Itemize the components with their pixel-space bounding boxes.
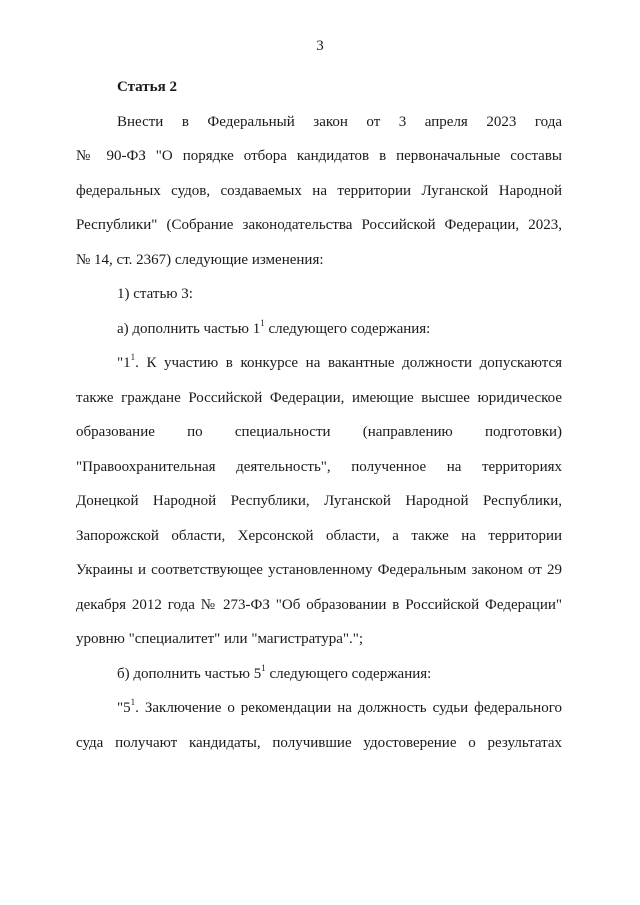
paragraph-line: суда получают кандидаты, получившие удостоверение о результатах	[76, 734, 562, 751]
superscript: 1	[261, 662, 266, 673]
subitem-text: б) дополнить частью 5	[117, 665, 262, 682]
subitem-line	[76, 657, 562, 692]
paragraph-line: Внести в Федеральный закон от 3 апреля 2023 года	[117, 113, 562, 130]
quote-text: . Заключение о рекомендации на должность судьи федерального	[135, 700, 562, 716]
paragraph-line: № 90-ФЗ "О порядке отбора кандидатов в первоначальные составы	[76, 148, 562, 164]
paragraph-line: Запорожской области, Херсонской области, а также на территории	[76, 527, 562, 544]
list-item-line: 1) статью 3:	[117, 286, 193, 302]
article-heading: Статья 2	[117, 79, 177, 95]
subitem-line	[76, 312, 562, 347]
paragraph-line: "Правоохранительная деятельность", полученное на территориях	[76, 458, 562, 475]
superscript: 1	[260, 317, 265, 328]
quoted-paragraph-line	[76, 346, 562, 381]
paragraph-line: Республики" (Собрание законодательства Российской Федерации, 2023,	[76, 217, 562, 233]
quote-text: . К участию в конкурсе на вакантные должности допускаются	[135, 355, 562, 371]
subitem-text: следующего содержания:	[265, 665, 432, 682]
quote-text: "1	[117, 355, 131, 371]
paragraph-line: № 14, ст. 2367) следующие изменения:	[76, 251, 324, 268]
document-body	[76, 70, 562, 760]
superscript: 1	[130, 352, 136, 362]
paragraph-line: Донецкой Народной Республики, Луганской Народной Республики,	[76, 493, 562, 509]
paragraph-line: также граждане Российской Федерации, имеющие высшее юридическое	[76, 389, 562, 406]
subitem-text: а) дополнить частью 1	[117, 320, 261, 337]
paragraph-line: уровню "специалитет" или "магистратура".";	[76, 631, 364, 647]
page-number: 3	[316, 38, 324, 54]
quote-text: "5	[117, 700, 131, 716]
paragraph-line: образование по специальности (направлению подготовки)	[76, 424, 562, 440]
superscript: 1	[130, 697, 136, 707]
subitem-text: следующего содержания:	[264, 320, 431, 337]
paragraph-line: федеральных судов, создаваемых на территории Луганской Народной	[76, 182, 562, 199]
paragraph-line: Украины и соответствующее установленному Федеральным законом от 29	[76, 562, 562, 578]
quoted-paragraph-line	[76, 691, 562, 726]
paragraph-line: декабря 2012 года № 273-ФЗ "Об образовании в Российской Федерации"	[76, 596, 562, 613]
